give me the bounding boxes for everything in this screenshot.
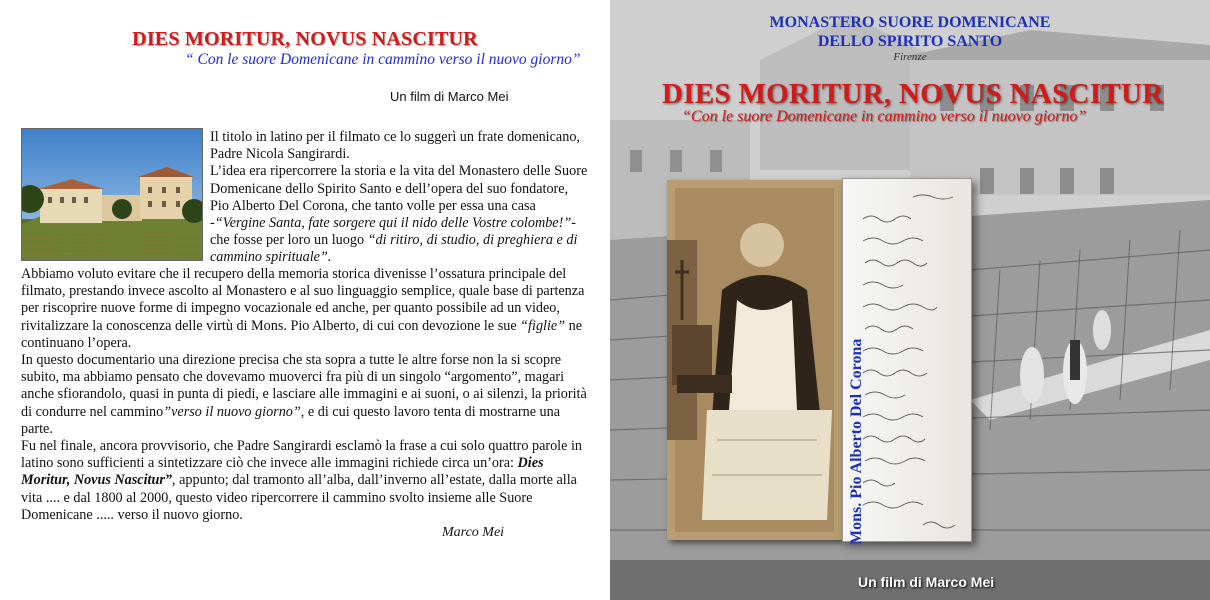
right-title: DIES MORITUR, NOVUS NASCITUR bbox=[662, 78, 1164, 110]
body-text bbox=[21, 266, 591, 524]
portrait-caption: Mons. Pio Alberto Del Corona bbox=[848, 338, 865, 545]
paragraph-2: L’idea era ripercorrere la storia e la vita del Monastero delle Suore Domenicane dello Spirito Santo e dell’opera del suo fondatore, Pio Alberto Del Corona, che tanto volle per essa una casa -“Vergine Santa, fate sorgere qui il nido delle Vostre colombe!”- che fosse per loro un luogo “di ritiro, di studio, di preghiera e di cammino spirituale”. bbox=[210, 163, 588, 266]
intro-text bbox=[210, 129, 590, 267]
paragraph-3: Abbiamo voluto evitare che il recupero della memoria storica divenisse l’ossatura principale del filmato, prestando invece ascolto al Monastero e al suo linguaggio semplice, quale base di partenza per riscoprire nuove forme di impegno vocazionale ed anche, per quanto possibile ad un video, rivitalizzare la conoscenza delle virtù di Mons. Pio Alberto, di cui con devozione le sue “figlie” ne continuano l’opera. bbox=[21, 266, 585, 351]
right-film-credit: Un film di Marco Mei bbox=[858, 574, 995, 590]
monastery-photo bbox=[21, 128, 203, 261]
left-film-credit: Un film di Marco Mei bbox=[390, 89, 509, 104]
portrait-photo bbox=[667, 180, 842, 540]
right-panel bbox=[610, 0, 1210, 600]
signature: Marco Mei bbox=[442, 525, 505, 540]
paragraph-4: In questo documentario una direzione precisa che sta sopra a tutte le altre forse non la si scopre subito, ma abbiamo pensato che dovevamo muoverci fra più di un singolo “argomento”, magari anche sfiorandolo, quasi in punta di piedi, e lasciare alle immagini e ai suoni, o ai silenzi, la priorità di condurre nel cammino”verso il nuovo giorno”, e di cui questo lavoro tenta di mostrarne una parte. bbox=[21, 352, 587, 437]
monastery-heading: MONASTERO SUORE DOMENICANE DELLO SPIRITO SANTO bbox=[769, 14, 1051, 50]
paragraph-1: Il titolo in latino per il filmato ce lo suggerì un frate domenicano, Padre Nicola Sangirardi. bbox=[210, 129, 580, 163]
left-title: DIES MORITUR, NOVUS NASCITUR bbox=[132, 28, 478, 50]
city-label: Firenze bbox=[893, 51, 927, 63]
right-subtitle: “Con le suore Domenicane in cammino verso il nuovo giorno” bbox=[682, 108, 1087, 125]
paragraph-5: Fu nel finale, ancora provvisorio, che Padre Sangirardi esclamò la frase a cui solo quattro parole in latino sono sufficienti a sintetizzare ciò che invece alle immagini richiede circa un’ora: Dies Moritur, Novus Nascitur”, appunto; dal tramonto all’alba, dall’inverno all’estate, dalla morte alla vita .... e dal 1800 al 2000, questo video ripercorrere il cammino svolto insieme alle Suore Domenicane ..... verso il nuovo giorno. bbox=[21, 438, 583, 523]
left-subtitle: “ Con le suore Domenicane in cammino verso il nuovo giorno” bbox=[185, 51, 581, 68]
